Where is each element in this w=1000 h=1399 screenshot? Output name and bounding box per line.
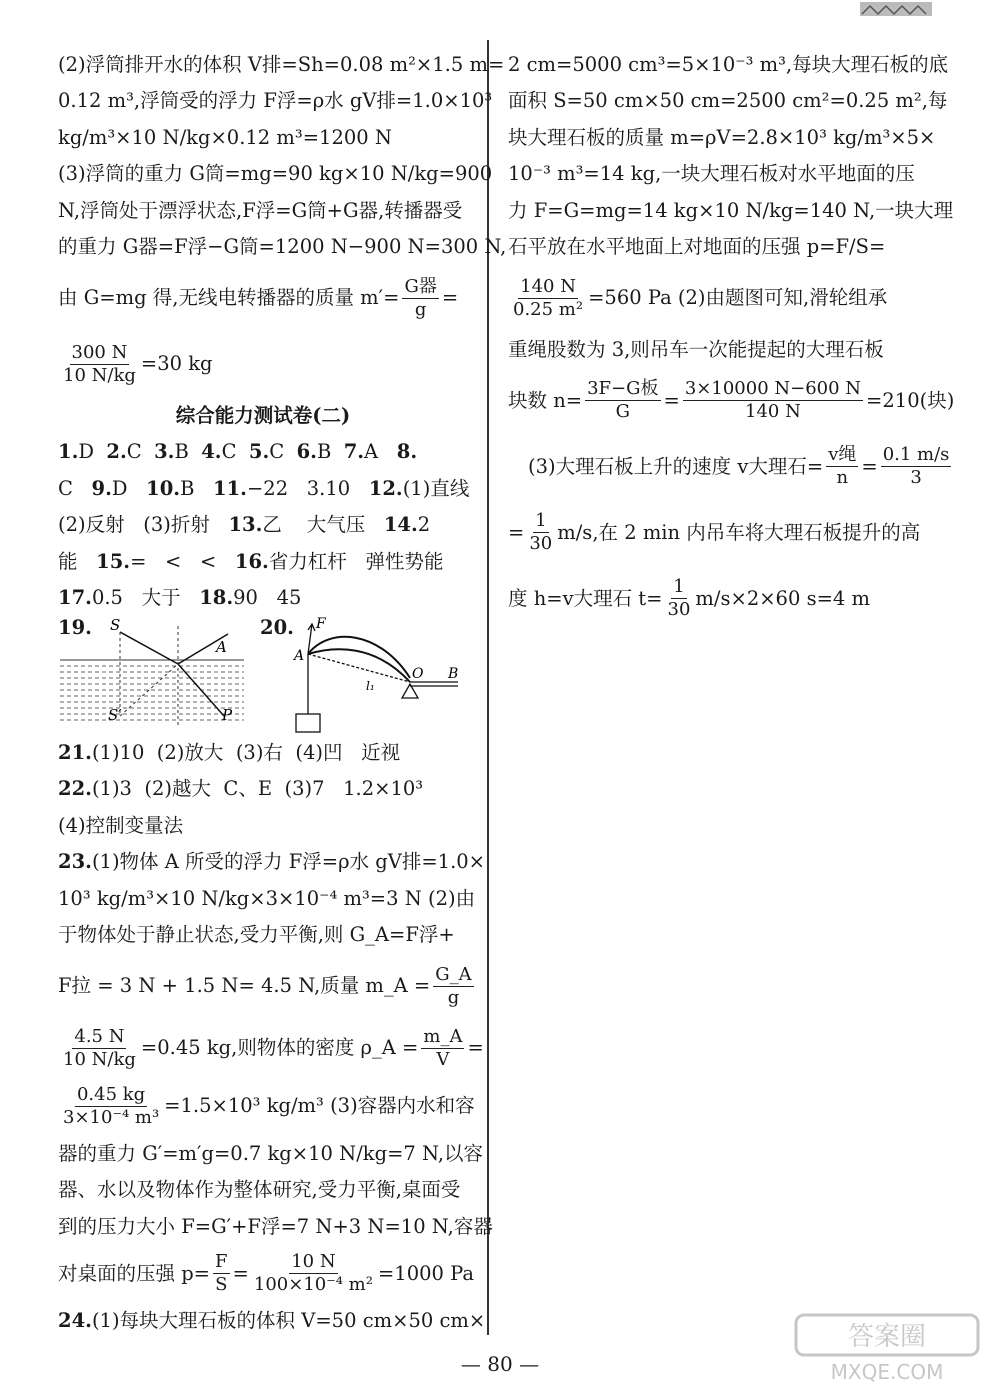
answer-text: (2)放大 bbox=[156, 740, 224, 764]
numerator: 300 N bbox=[71, 341, 128, 363]
denominator: V bbox=[436, 1048, 450, 1070]
line-text: 器的重力 G′=m′g=0.7 kg×10 N/kg=7 N,以容 bbox=[58, 1141, 484, 1165]
fraction-line bbox=[58, 331, 468, 397]
line-text: =0.45 kg,则物体的密度 ρ_A = bbox=[140, 1036, 419, 1060]
label-l1: l₁ bbox=[366, 679, 375, 693]
text-line bbox=[58, 1303, 486, 1340]
answer-text: < bbox=[165, 549, 182, 573]
line-text: 10⁻³ m³=14 kg,一块大理石板对水平地面的压 bbox=[508, 162, 915, 185]
answer-text: C bbox=[221, 440, 237, 463]
line-text: =560 Pa (2)由题图可知,滑轮组承 bbox=[588, 286, 888, 310]
answer-line bbox=[58, 543, 468, 580]
label-a: A bbox=[294, 648, 305, 664]
numerator: 140 N bbox=[520, 275, 576, 297]
question-number: 9. bbox=[91, 476, 112, 500]
right-column bbox=[508, 46, 955, 632]
line-text: 于物体处于静止状态,受力平衡,则 G_A=F浮+ bbox=[58, 923, 455, 946]
answer-text: 2 bbox=[417, 513, 431, 536]
line-text: 石平放在水平地面上对地面的压强 p=F/S= bbox=[508, 235, 886, 258]
answer-text: (4)凹 bbox=[295, 740, 343, 764]
line-text: 面积 S=50 cm×50 cm=2500 cm²=0.25 m²,每 bbox=[508, 89, 948, 112]
denominator: G bbox=[615, 401, 630, 422]
text-line bbox=[58, 119, 468, 156]
question-number: 7. bbox=[343, 440, 365, 463]
question-number: 12. bbox=[368, 476, 403, 500]
fraction bbox=[585, 380, 660, 421]
numerator: 0.1 m/s bbox=[882, 444, 950, 465]
line-text: kg/m³×10 N/kg×0.12 m³=1200 N bbox=[58, 125, 392, 149]
question-number: 1. bbox=[58, 440, 79, 463]
incident-ray bbox=[120, 632, 178, 664]
fraction bbox=[527, 512, 554, 553]
line-text: 力 F=G=mg=14 kg×10 N/kg=140 N,一块大理 bbox=[508, 198, 954, 222]
denominator: S bbox=[215, 1274, 228, 1295]
answer-text: 1.2×10³ bbox=[343, 777, 424, 800]
text-line bbox=[58, 917, 468, 954]
question-number: 17. bbox=[58, 586, 92, 609]
answer-text: D bbox=[111, 476, 128, 500]
answer-text: −22 bbox=[246, 476, 289, 500]
line-text: 度 h=v大理石 t= bbox=[508, 586, 663, 610]
question-number: 23. bbox=[58, 850, 92, 873]
fraction bbox=[402, 275, 438, 320]
line-text: 块大理石板的质量 m=ρV=2.8×10³ kg/m³×5× bbox=[508, 125, 936, 149]
fraction-line bbox=[58, 1077, 475, 1135]
answer-text: 90 bbox=[233, 586, 258, 609]
text-line bbox=[58, 844, 486, 881]
answer-text: 大于 bbox=[141, 586, 181, 609]
answer-text: B bbox=[316, 440, 332, 463]
answer-text: C、E bbox=[223, 777, 273, 800]
question-number: 10. bbox=[146, 476, 181, 500]
question-number: 8. bbox=[396, 440, 418, 463]
question-number: 21. bbox=[58, 740, 92, 764]
line-text: = bbox=[861, 454, 878, 478]
numerator: v绳 bbox=[828, 444, 857, 465]
denominator: g bbox=[414, 298, 427, 320]
question-number: 4. bbox=[201, 440, 222, 463]
fraction-line bbox=[58, 1245, 474, 1303]
fraction bbox=[433, 963, 473, 1008]
fraction-line bbox=[58, 265, 468, 331]
fraction bbox=[666, 578, 693, 619]
text-line bbox=[508, 331, 938, 368]
question-number: 18. bbox=[199, 586, 234, 609]
line-text: 2 cm=5000 cm³=5×10⁻³ m³,每块大理石板的底 bbox=[508, 52, 949, 76]
watermark-text: MXQE.COM bbox=[830, 1360, 944, 1384]
line-text: = bbox=[663, 388, 680, 412]
line-text: =210(块) bbox=[866, 388, 955, 412]
label-o: O bbox=[412, 666, 424, 682]
numerator: 10 N bbox=[291, 1251, 336, 1272]
question-number: 13. bbox=[228, 513, 263, 536]
label-a: A bbox=[216, 638, 227, 656]
reflection-refraction-diagram bbox=[58, 616, 258, 734]
label-b: B bbox=[448, 666, 459, 682]
denominator: 30 bbox=[529, 533, 553, 554]
text-line bbox=[58, 880, 476, 917]
question-number: 6. bbox=[296, 440, 317, 463]
denominator: 10 N/kg bbox=[63, 364, 136, 386]
line-text: (3)大理石板上升的速度 v大理石= bbox=[528, 454, 824, 478]
question-number: 11. bbox=[213, 476, 247, 500]
answer-text: (1)10 bbox=[91, 740, 145, 764]
lever-arm-upper bbox=[308, 637, 410, 678]
answer-text: 省力杠杆 bbox=[268, 549, 347, 573]
question-number: 19. bbox=[58, 616, 92, 639]
denominator: 3×10⁻⁴ m³ bbox=[63, 1106, 160, 1128]
answer-text: 大气压 bbox=[306, 513, 366, 536]
section-heading bbox=[58, 397, 468, 434]
watermark-logo bbox=[792, 1313, 982, 1385]
fraction-line bbox=[508, 434, 950, 500]
line-text: = bbox=[508, 520, 525, 544]
page-number: — 80 — bbox=[460, 1352, 540, 1376]
fraction bbox=[826, 446, 858, 487]
line-text: = bbox=[441, 286, 459, 310]
answer-text: (1)3 bbox=[91, 777, 132, 800]
text-line bbox=[58, 229, 507, 266]
line-text: =1.5×10³ kg/m³ (3)容器内水和容 bbox=[164, 1094, 475, 1118]
text-line bbox=[58, 1208, 493, 1245]
line-text: 0.12 m³,浮筒受的浮力 F浮=ρ水 gV排=1.0×10³ bbox=[58, 89, 493, 112]
answer-text: D bbox=[78, 440, 94, 463]
corner-decoration bbox=[860, 2, 932, 18]
line-text: 10³ kg/m³×10 N/kg×3×10⁻⁴ m³=3 N (2)由 bbox=[58, 886, 476, 910]
answer-line bbox=[58, 734, 468, 771]
line-text: m/s,在 2 min 内吊车将大理石板提升的高 bbox=[557, 520, 921, 544]
answer-text: (2)越大 bbox=[144, 777, 211, 800]
text-line bbox=[508, 229, 938, 266]
lever-diagram bbox=[290, 616, 462, 734]
answer-text: (2)反射 bbox=[58, 513, 125, 536]
answer-text: (3)7 bbox=[284, 777, 325, 800]
question-number: 20. bbox=[260, 616, 294, 639]
line-text: (1)物体 A 所受的浮力 F浮=ρ水 gV排=1.0× bbox=[91, 850, 486, 873]
line-text: N,浮筒处于漂浮状态,F浮=G筒+G器,转播器受 bbox=[58, 198, 463, 222]
fraction-line bbox=[58, 953, 472, 1019]
answer-text: 弹性势能 bbox=[365, 549, 444, 573]
line-text: F拉 = 3 N + 1.5 N= 4.5 N,质量 m_A = bbox=[58, 974, 431, 998]
line-text: = bbox=[467, 1036, 484, 1060]
fraction bbox=[213, 1253, 230, 1294]
fraction bbox=[683, 380, 863, 421]
answer-text: (3)折射 bbox=[143, 513, 210, 536]
image-ray bbox=[120, 664, 178, 716]
numerator: F bbox=[215, 1251, 228, 1272]
label-f: F bbox=[316, 616, 326, 632]
fraction bbox=[61, 1025, 138, 1070]
question-number: 15. bbox=[96, 549, 131, 573]
answer-text: C bbox=[58, 476, 73, 500]
weight-block bbox=[296, 714, 320, 732]
text-line bbox=[508, 46, 949, 83]
fraction-line bbox=[508, 566, 938, 632]
answer-text: C bbox=[269, 440, 285, 463]
denominator: 10 N/kg bbox=[63, 1048, 136, 1070]
text-line bbox=[508, 119, 938, 156]
denominator: n bbox=[836, 467, 849, 488]
line-text: 由 G=mg 得,无线电转播器的质量 m′= bbox=[58, 286, 400, 310]
fraction-line bbox=[508, 368, 955, 434]
answer-text: B bbox=[180, 476, 195, 500]
question-number: 5. bbox=[248, 440, 270, 463]
lever-arm-lower bbox=[308, 649, 410, 682]
answer-text: (3)右 bbox=[235, 740, 283, 764]
text-line bbox=[508, 83, 948, 120]
text-line bbox=[508, 156, 938, 193]
fraction bbox=[61, 341, 138, 386]
line-text: 块数 n= bbox=[508, 388, 583, 412]
text-line bbox=[58, 192, 468, 229]
numerator: G器 bbox=[404, 275, 437, 297]
text-line bbox=[58, 46, 505, 83]
text-line bbox=[58, 156, 493, 193]
svg-text:答案圈: 答案圈 bbox=[847, 1322, 927, 1352]
answer-text: 近视 bbox=[361, 740, 401, 764]
line-text: (1)每块大理石板的体积 V=50 cm×50 cm× bbox=[91, 1309, 486, 1332]
line-text: 的重力 G器=F浮−G筒=1200 N−900 N=300 N, bbox=[58, 235, 507, 258]
numerator: G_A bbox=[435, 963, 472, 985]
question-number: 24. bbox=[58, 1309, 92, 1332]
fraction-line bbox=[508, 265, 938, 331]
line-text: 重绳股数为 3,则吊车一次能提起的大理石板 bbox=[508, 337, 884, 361]
fraction bbox=[421, 1025, 464, 1070]
fraction-line bbox=[508, 500, 938, 566]
fraction bbox=[511, 275, 585, 320]
numerator: 3×10000 N−600 N bbox=[684, 378, 862, 399]
question-number: 3. bbox=[154, 440, 175, 463]
denominator: g bbox=[447, 986, 460, 1008]
numerator: 1 bbox=[673, 576, 685, 597]
line-text: =30 kg bbox=[140, 352, 213, 376]
fraction-line bbox=[58, 1019, 484, 1077]
figures-19-20 bbox=[58, 616, 468, 734]
denominator: 100×10⁻⁴ m² bbox=[253, 1274, 373, 1295]
line-text: 对桌面的压强 p= bbox=[58, 1261, 211, 1285]
text-line bbox=[58, 807, 468, 844]
answer-text: A bbox=[364, 440, 379, 463]
question-number: 14. bbox=[383, 513, 418, 536]
answer-text: 0.5 bbox=[91, 586, 123, 609]
denominator: 140 N bbox=[745, 401, 801, 422]
numerator: 4.5 N bbox=[74, 1025, 125, 1047]
fraction bbox=[252, 1253, 375, 1294]
fraction bbox=[881, 446, 952, 487]
line-text: (3)浮筒的重力 G筒=mg=90 kg×10 N/kg=900 bbox=[58, 162, 493, 185]
numerator: 3F−G板 bbox=[587, 378, 659, 399]
answer-text: 能 bbox=[58, 549, 78, 573]
line-text: (2)浮筒排开水的体积 V排=Sh=0.08 m²×1.5 m= bbox=[58, 52, 505, 76]
answer-text: 3.10 bbox=[306, 476, 351, 500]
text-line bbox=[58, 1172, 468, 1209]
answer-line bbox=[58, 470, 468, 507]
answer-text: B bbox=[174, 440, 189, 463]
answer-text: 乙 bbox=[262, 513, 282, 536]
heading-text: 综合能力测试卷(二) bbox=[175, 403, 351, 427]
question-number: 16. bbox=[234, 549, 269, 573]
answer-text: 45 bbox=[276, 586, 302, 609]
answer-text: = bbox=[130, 549, 147, 573]
answer-line bbox=[58, 580, 468, 617]
answer-text: (1)直线 bbox=[402, 476, 470, 500]
answer-line bbox=[58, 434, 468, 471]
question-number: 2. bbox=[106, 440, 127, 463]
label-p: P bbox=[222, 706, 233, 724]
left-column bbox=[58, 46, 507, 1339]
line-text: = bbox=[232, 1261, 249, 1285]
line-text: m/s×2×60 s=4 m bbox=[695, 586, 871, 610]
numerator: 1 bbox=[535, 510, 547, 531]
text-line bbox=[58, 83, 493, 120]
denominator: 30 bbox=[667, 599, 691, 620]
answer-text: < bbox=[199, 549, 217, 573]
label-s: S bbox=[110, 616, 121, 634]
answer-line bbox=[58, 507, 468, 544]
line-text: (4)控制变量法 bbox=[58, 813, 184, 837]
answer-text: C bbox=[126, 440, 142, 463]
denominator: 3 bbox=[910, 467, 922, 488]
denominator: 0.25 m² bbox=[513, 298, 584, 320]
text-line bbox=[508, 192, 954, 229]
answer-line bbox=[58, 771, 468, 808]
line-text: 到的压力大小 F=G′+F浮=7 N+3 N=10 N,容器 bbox=[58, 1214, 493, 1238]
line-text: 器、水以及物体作为整体研究,受力平衡,桌面受 bbox=[58, 1178, 461, 1201]
label-s-prime: S′ bbox=[108, 706, 122, 724]
text-line bbox=[58, 1135, 484, 1172]
fraction bbox=[61, 1083, 161, 1128]
line-text: =1000 Pa bbox=[377, 1261, 474, 1285]
numerator: m_A bbox=[423, 1025, 463, 1047]
question-number: 22. bbox=[58, 777, 92, 800]
numerator: 0.45 kg bbox=[76, 1083, 146, 1105]
